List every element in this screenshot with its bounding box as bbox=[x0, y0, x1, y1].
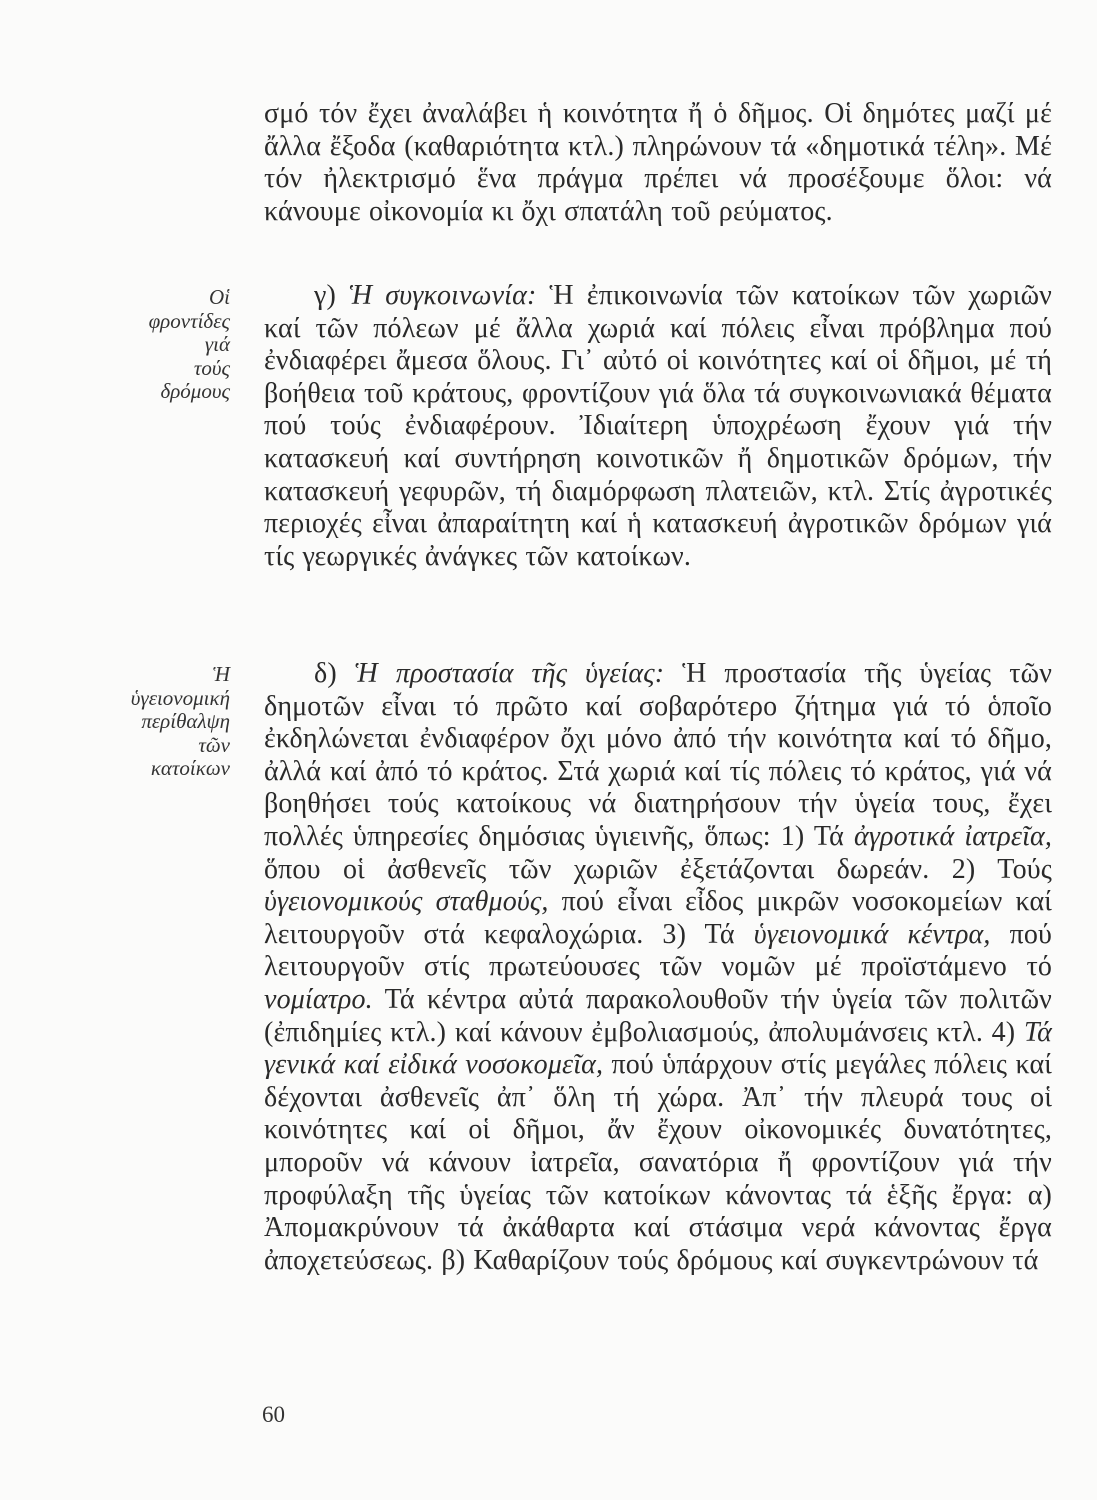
margin-note-line: Οἱ bbox=[209, 285, 230, 309]
margin-note-line: κατοίκων bbox=[150, 756, 230, 780]
margin-note-line: τῶν bbox=[198, 732, 230, 757]
term-prefecture-doctor: νομίατρο. bbox=[264, 983, 373, 1015]
margin-note-roads bbox=[70, 286, 230, 404]
section-gamma-text: Ἡ ἐπικοινωνία τῶν κατοίκων τῶν χωριῶν καί τῶν πόλεων μέ ἄλλα χωριά καί πόλεις εἶναι πρόβλημα πού ἐνδιαφέρει ἄμεσα ὅλους. Γι᾽ αὐτό οἱ κοινότητες καί οἱ δῆμοι, μέ τή βοήθεια τοῦ κράτους, φροντίζουν γιά ὅλα τά συγκοινωνιακά θέματα πού τούς ἐνδιαφέρουν. Ἰδιαίτερη ὑποχρέωση ἔχουν γιά τήν κατασκευή καί συντήρηση κοινοτικῶν ἤ δημοτικῶν δρόμων, τήν κατασκευή γεφυρῶν, τή διαμόρφωση πλατειῶν, κτλ. Στίς ἀγροτικές περιοχές εἶναι ἀπαραίτητη καί ἡ κατασκευή ἀγροτικῶν δρόμων γιά τίς γεωργικές ἀνάγκες τῶν κατοίκων. bbox=[264, 280, 1052, 572]
section-delta-text: ὅπου οἱ ἀσθενεῖς τῶν χωριῶν ἐξετάζονται δωρεάν. 2) Τούς bbox=[264, 853, 1052, 885]
section-gamma-label: γ) bbox=[314, 280, 336, 311]
term-health-stations: ὑγειονομικούς σταθμούς, bbox=[264, 886, 549, 918]
section-delta-text: πού ὑπάρχουν στίς μεγάλες πόλεις καί δέχονται ἀσθενεῖς ἀπ᾽ ὅλη τή χώρα. Ἀπ᾽ τήν πλευρά τους οἱ κοινότητες καί οἱ δῆμοι, ἄν ἔχουν οἰκονομικές δυνατότητες, μπορoῦν νά κάνουν ἰατρεῖα, σανατόρια ἤ φροντίζουν γιά τήν προφύλαξη τῆς ὑγείας τῶν κατοίκων κάνοντας τά ἑξῆς ἔργα: α) Ἀπομακρύνουν τά ἀκάθαρτα καί στάσιμα νερά κάνοντας ἔργα ἀποχετεύσεως. β) Καθαρίζουν τούς δρόμους καί συγκεντρώνουν τά bbox=[264, 1049, 1052, 1276]
section-delta-title: Ἡ προστασία τῆς ὑγείας: bbox=[354, 658, 665, 689]
section-gamma bbox=[264, 280, 1052, 573]
intro-text: σμό τόν ἔχει ἀναλάβει ἡ κοινότητα ἤ ὁ δῆμος. Οἱ δημότες μαζί μέ ἄλλα ἔξοδα (καθαριότητα κτλ.) πληρώνουν τά «δημοτικά τέλη». Μέ τόν ἠλεκτρισμό ἕνα πράγμα πρέπει νά προσέξουμε ὅλοι: νά κάνουμε οἰκονομία κι ὄχι σπατάλη τοῦ ρεύματος. bbox=[264, 98, 1052, 227]
margin-note-line: ὑγειονομική bbox=[130, 685, 230, 710]
term-hospitals: Τά γενικά καί εἰδικά νοσοκομεῖα, bbox=[264, 1016, 1052, 1081]
section-delta-label: δ) bbox=[314, 658, 337, 689]
page-number: 60 bbox=[262, 1402, 285, 1427]
section-delta-text: πού λειτουργοῦν στίς πρωτεύουσες τῶν νομῶν μέ προϊστάμενο τό bbox=[264, 918, 1053, 983]
term-health-centers: ὑγειονομικά κέντρα, bbox=[753, 918, 991, 950]
section-delta-paragraph bbox=[264, 658, 1052, 1277]
margin-note-line: δρόμους bbox=[160, 379, 230, 403]
margin-note-line: γιά bbox=[204, 332, 230, 356]
section-gamma-title: Ἡ συγκοινωνία: bbox=[349, 280, 537, 311]
section-gamma-paragraph bbox=[264, 280, 1052, 573]
margin-note-line: Ἡ bbox=[212, 662, 230, 686]
intro-paragraph bbox=[264, 98, 1052, 228]
margin-note-line: περίθαλψη bbox=[141, 709, 230, 733]
section-delta bbox=[264, 658, 1052, 1277]
section-delta-text: Ἡ προστασία τῆς ὑγείας τῶν δημοτῶν εἶναι τό πρῶτο καί σοβαρότερο ζήτημα γιά τό ὁποῖο ἐκδηλώνεται ἐνδιαφέρον ὄχι μόνο ἀπό τήν κοινότητα καί τό δῆμο, ἀλλά καί ἀπό τό κράτος. Στά χωριά καί τίς πόλεις τό κράτος, γιά νά βοηθήσει τούς κατοίκους νά διατηρήσουν τήν ὑγεία τους, ἔχει πολλές ὑπηρεσίες δημόσιας ὑγιεινῆς, ὅπως: 1) Τά bbox=[264, 658, 1053, 852]
term-rural-clinics: ἀγροτικά ἰατρεῖα, bbox=[854, 820, 1053, 852]
margin-note-health bbox=[70, 663, 230, 781]
section-delta-text: Τά κέντρα αὐτά παρακολουθοῦν τήν ὑγεία τῶν πολιτῶν (ἐπιδημίες κτλ.) καί κάνουν ἐμβολιασμούς, ἀπολυμάνσεις κτλ. 4) bbox=[264, 983, 1052, 1048]
section-delta-text: πού εἶναι εἶδος μικρῶν νοσοκομείων καί λειτουργοῦν στά κεφαλοχώρια. 3) Τά bbox=[264, 886, 1052, 950]
margin-note-line: τούς bbox=[193, 355, 230, 380]
margin-note-line: φροντίδες bbox=[148, 308, 230, 333]
